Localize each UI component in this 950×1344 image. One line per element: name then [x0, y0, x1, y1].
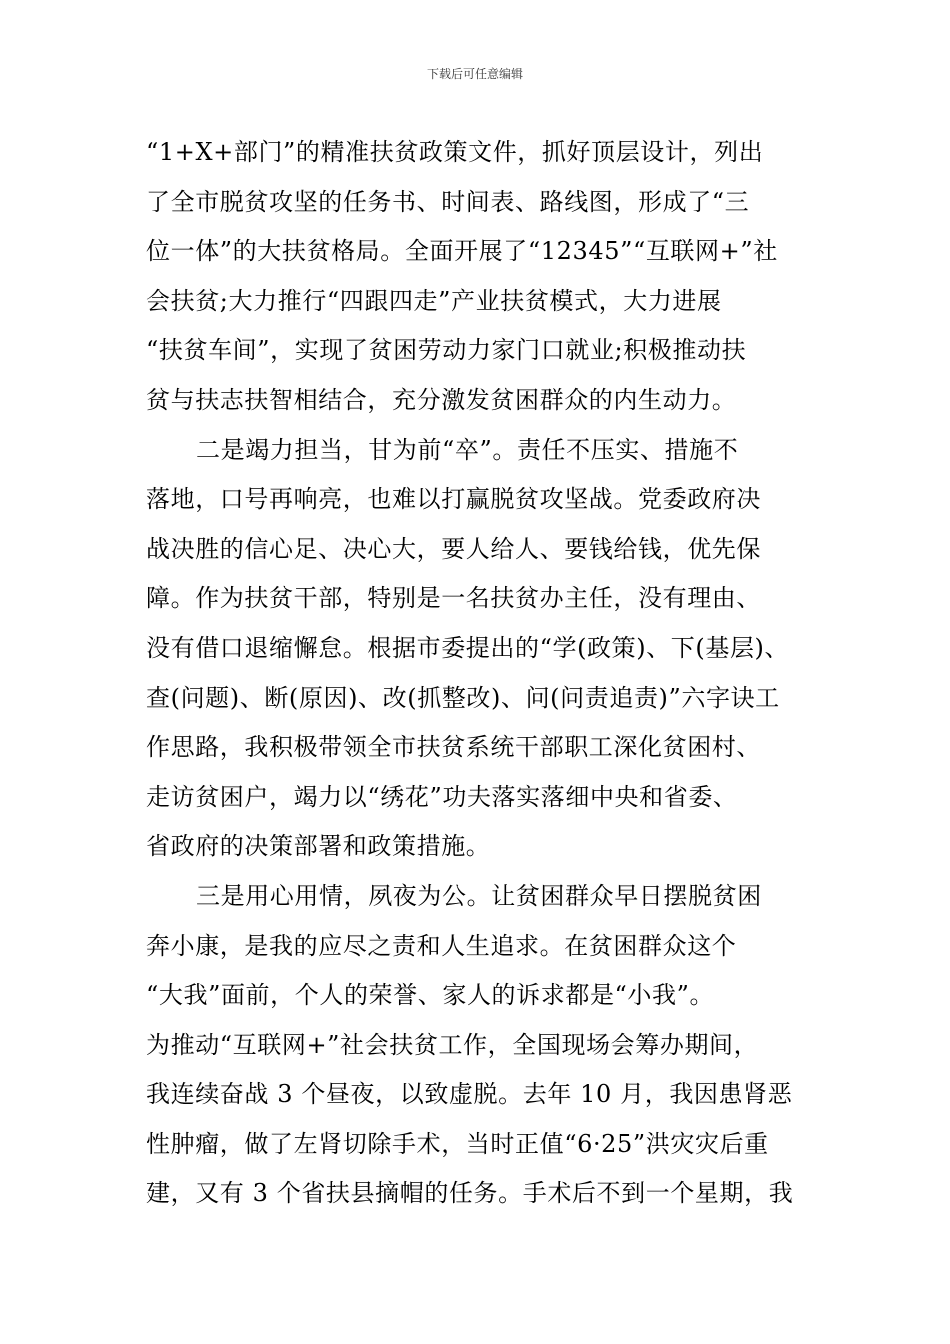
text-line: 没有借口退缩懈怠。根据市委提出的“学(政策)、下(基层)、: [146, 633, 790, 662]
text-line: 贫与扶志扶智相结合，充分激发贫困群众的内生动力。: [146, 385, 737, 414]
document-body: [146, 128, 816, 1219]
text-line: 位一体”的大扶贫格局。全面开展了“12345”“互联网+”社: [146, 237, 778, 266]
text-line: 省政府的决策部署和政策措施。: [146, 832, 491, 861]
text-line: 为推动“互联网+”社会扶贫工作，全国现场会筹办期间，: [146, 1030, 759, 1059]
page-header-note: 下载后可任意编辑: [426, 67, 523, 81]
text-line: 作思路，我积极带领全市扶贫系统干部职工深化贫困村、: [146, 733, 761, 762]
paragraph-start-line: 三是用心用情，夙夜为公。让贫困群众早日摆脱贫困: [196, 881, 762, 910]
text-line: “扶贫车间”，实现了贫困劳动力家门口就业;积极推动扶: [146, 336, 747, 365]
text-line: 建，又有 3 个省扶县摘帽的任务。手术后不到一个星期，我: [146, 1179, 794, 1208]
text-line: 走访贫困户，竭力以“绣花”功夫落实落细中央和省委、: [146, 782, 738, 811]
text-line: 战决胜的信心足、决心大，要人给人、要钱给钱，优先保: [146, 534, 761, 563]
text-line: 我连续奋战 3 个昼夜，以致虚脱。去年 10 月，我因患肾恶: [146, 1080, 793, 1109]
paragraph-start-line: 二是竭力担当，甘为前“卒”。责任不压实、措施不: [196, 435, 739, 464]
text-line: 查(问题)、断(原因)、改(抓整改)、问(问责追责)”六字诀工: [146, 683, 780, 712]
text-line: 性肿瘤，做了左肾切除手术，当时正值“6·25”洪灾灾后重: [146, 1129, 769, 1158]
text-line: 障。作为扶贫干部，特别是一名扶贫办主任，没有理由、: [146, 584, 761, 613]
text-line: 落地，口号再响亮，也难以打赢脱贫攻坚战。党委政府决: [146, 485, 761, 514]
text-line: 奔小康，是我的应尽之责和人生追求。在贫困群众这个: [146, 931, 737, 960]
text-line: “1+X+部门”的精准扶贫政策文件，抓好顶层设计，列出: [146, 138, 764, 166]
text-line: “大我”面前，个人的荣誉、家人的诉求都是“小我”。: [146, 981, 715, 1010]
text-line: 会扶贫;大力推行“四跟四走”产业扶贫模式，大力进展: [146, 286, 722, 315]
text-line: 了全市脱贫攻坚的任务书、时间表、路线图，形成了“三: [146, 187, 750, 216]
